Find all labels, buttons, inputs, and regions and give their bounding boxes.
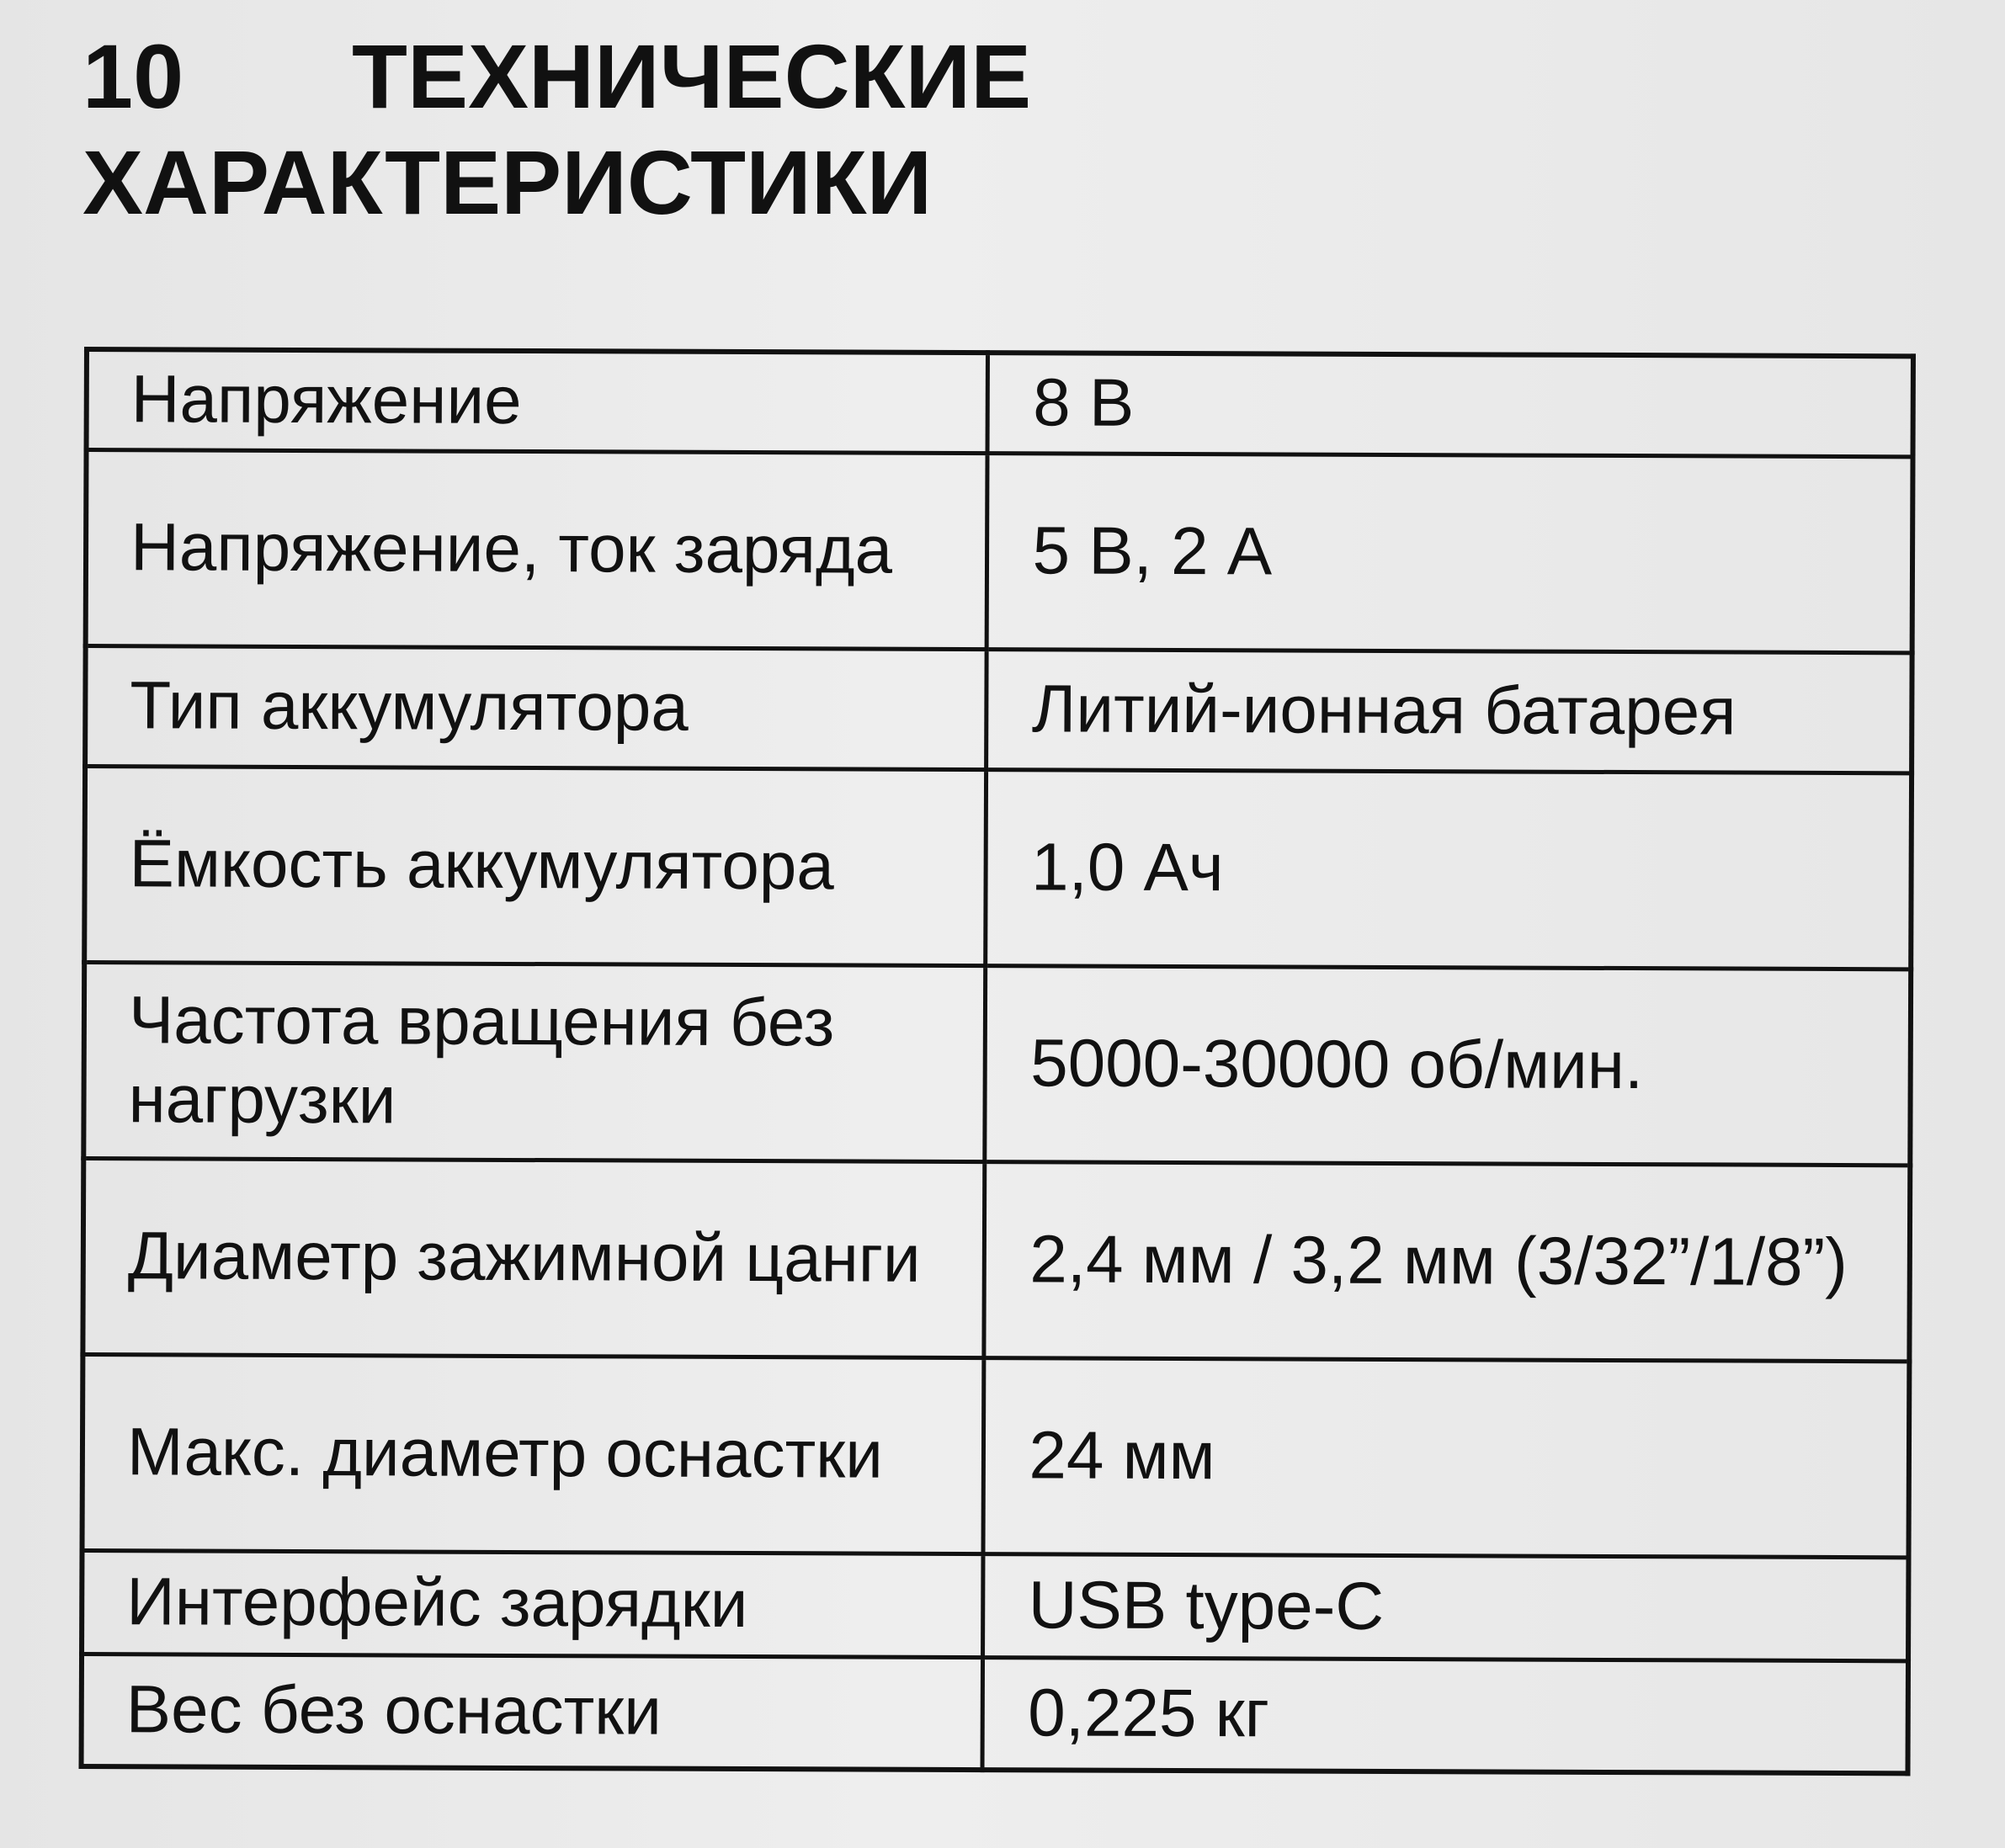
table-row-collet-diameter	[82, 1159, 1910, 1362]
spec-label: Интерфейс зарядки	[82, 1551, 982, 1658]
table-row-charge-voltage-current	[86, 450, 1913, 653]
spec-label: Ёмкость аккумулятора	[84, 767, 986, 966]
spec-label: Напряжение, ток заряда	[86, 450, 987, 650]
spec-value: 8 В	[987, 353, 1913, 457]
spec-value: 5000-30000 об/мин.	[984, 966, 1911, 1166]
spec-label: Вес без оснастки	[82, 1654, 983, 1771]
spec-value: 0,225 кг	[982, 1658, 1909, 1774]
spec-value: USB type-C	[982, 1554, 1908, 1661]
section-heading	[82, 24, 1345, 236]
section-number: 10	[82, 25, 184, 127]
heading-title-part-1: ТЕХНИЧЕСКИЕ	[352, 25, 1032, 127]
table-row-voltage	[87, 349, 1913, 457]
spec-value: Литий-ионная батарея	[986, 650, 1912, 773]
spec-value: 1,0 Ач	[985, 770, 1912, 969]
table-row-no-load-speed	[83, 963, 1911, 1166]
heading-line-1	[82, 24, 1345, 130]
table-row-max-accessory-diameter	[82, 1355, 1910, 1558]
spec-value: 2,4 мм / 3,2 мм (3/32”/1/8”)	[983, 1162, 1910, 1362]
table-row-battery-type	[85, 646, 1912, 773]
spec-label: Тип аккумулятора	[85, 646, 987, 770]
spec-label: Диаметр зажимной цанги	[82, 1159, 984, 1358]
table-row-weight	[82, 1654, 1908, 1774]
spec-label: Частота вращения без нагрузки	[83, 963, 985, 1162]
table-row-charging-interface	[82, 1551, 1908, 1661]
spec-label: Напряжение	[87, 349, 987, 454]
spec-value: 24 мм	[982, 1358, 1909, 1558]
spec-value: 5 В, 2 А	[987, 454, 1913, 653]
heading-title-part-2: ХАРАКТЕРИСТИКИ	[82, 131, 933, 233]
specifications-table	[79, 347, 1916, 1776]
spec-label: Макс. диаметр оснастки	[82, 1355, 984, 1554]
table-row-battery-capacity	[84, 767, 1912, 969]
